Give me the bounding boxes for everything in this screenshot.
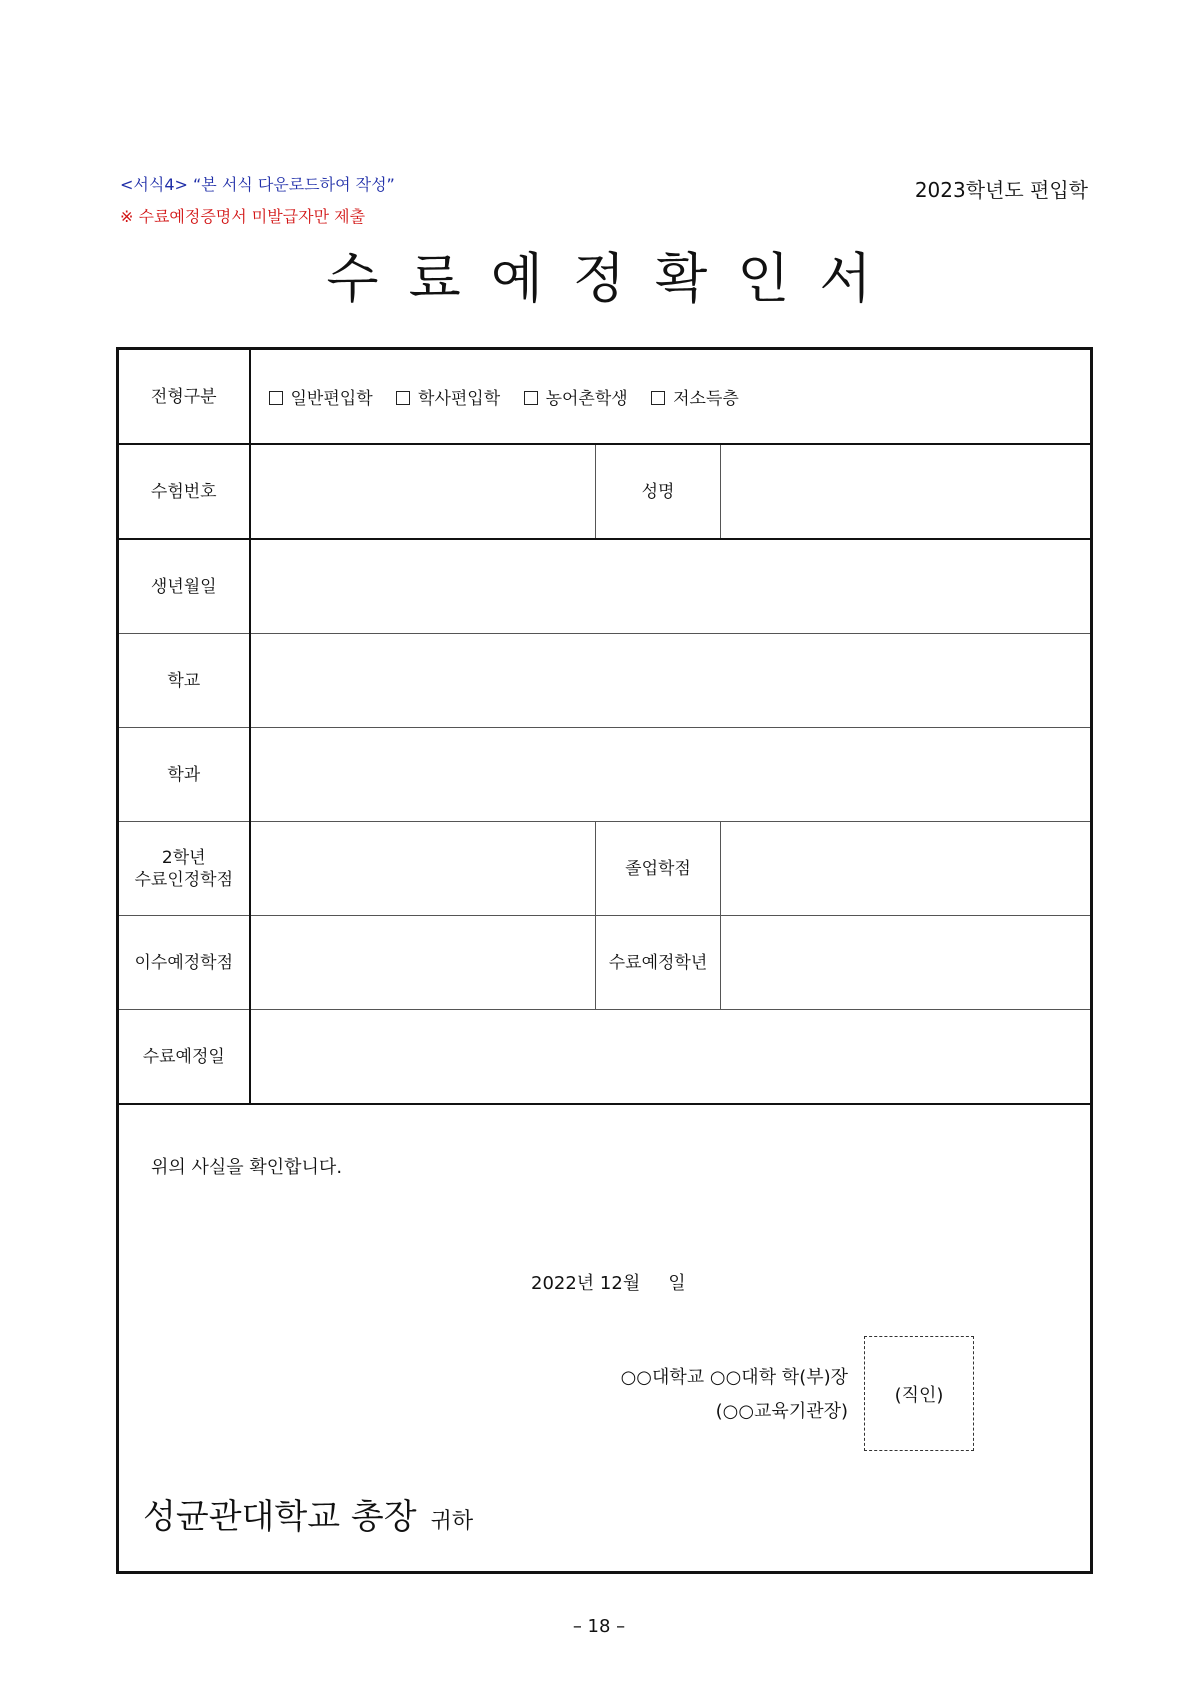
recipient-suffix: 귀하 — [430, 1509, 474, 1534]
issuer-line1: ○○대학교 ○○대학 학(부)장 — [620, 1367, 849, 1388]
confirmation-statement: 위의 사실을 확인합니다. — [151, 1157, 343, 1178]
department-field[interactable] — [250, 728, 1092, 822]
issue-date-day: 일 — [668, 1273, 686, 1294]
form-number-label: <서식4> “본 서식 다운로드하여 작성” — [120, 175, 395, 194]
certificate-form-table — [116, 347, 1093, 1574]
second-year-label-line1: 2학년 — [161, 847, 206, 868]
admission-type-options — [250, 349, 1092, 445]
expected-credits-label: 이수예정학점 — [118, 916, 250, 1010]
expected-credits-row — [118, 916, 1092, 1010]
academic-year-label: 2023학년도 편입학 — [914, 178, 1088, 202]
credits-row — [118, 822, 1092, 916]
checkbox-icon[interactable] — [651, 391, 665, 405]
birth-date-label: 생년월일 — [118, 539, 250, 634]
exam-number-label: 수험번호 — [118, 444, 250, 539]
expected-credits-field[interactable] — [250, 916, 596, 1010]
school-field[interactable] — [250, 634, 1092, 728]
recipient — [143, 1489, 473, 1538]
name-field[interactable] — [721, 444, 1092, 539]
submission-note: ※ 수료예정증명서 미발급자만 제출 — [120, 207, 366, 226]
issuer-block — [621, 1361, 848, 1429]
checkbox-icon[interactable] — [396, 391, 410, 405]
admission-type-row — [118, 349, 1092, 445]
expected-grade-label: 수료예정학년 — [596, 916, 721, 1010]
checkbox-icon[interactable] — [524, 391, 538, 405]
expected-date-field[interactable] — [250, 1010, 1092, 1105]
recipient-name: 성균관대학교 총장 — [143, 1497, 417, 1537]
option-label: 농어촌학생 — [545, 389, 628, 409]
exam-number-field[interactable] — [250, 444, 596, 539]
option-low-income[interactable] — [651, 389, 739, 409]
option-bachelor-transfer[interactable] — [396, 389, 500, 409]
department-row — [118, 728, 1092, 822]
expected-date-row — [118, 1010, 1092, 1105]
option-general-transfer[interactable] — [269, 389, 373, 409]
graduation-credits-field[interactable] — [721, 822, 1092, 916]
page-number: – 18 – — [572, 1616, 626, 1637]
graduation-credits-label: 졸업학점 — [596, 822, 721, 916]
birth-date-field[interactable] — [250, 539, 1092, 634]
option-label: 저소득층 — [673, 389, 739, 409]
exam-number-row — [118, 444, 1092, 539]
school-label: 학교 — [118, 634, 250, 728]
confirmation-row — [118, 1104, 1092, 1573]
second-year-credits-field[interactable] — [250, 822, 596, 916]
confirmation-section — [118, 1104, 1092, 1573]
department-label: 학과 — [118, 728, 250, 822]
issue-date — [531, 1269, 686, 1295]
second-year-credits-label — [118, 822, 250, 916]
checkbox-icon[interactable] — [269, 391, 283, 405]
issuer-line2: (○○교육기관장) — [715, 1401, 849, 1422]
seal-text: (직인) — [894, 1384, 944, 1406]
issue-date-year-month: 2022년 12월 — [531, 1273, 641, 1294]
expected-date-label: 수료예정일 — [118, 1010, 250, 1105]
option-label: 일반편입학 — [290, 389, 373, 409]
option-rural-student[interactable] — [524, 389, 628, 409]
admission-type-label: 전형구분 — [118, 349, 250, 445]
option-label: 학사편입학 — [418, 389, 501, 409]
document-title: 수료예정확인서 — [326, 247, 902, 310]
birth-date-row — [118, 539, 1092, 634]
official-seal-box — [864, 1336, 974, 1451]
second-year-label-line2: 수료인정학점 — [134, 869, 234, 890]
name-label: 성명 — [596, 444, 721, 539]
school-row — [118, 634, 1092, 728]
expected-grade-field[interactable] — [721, 916, 1092, 1010]
